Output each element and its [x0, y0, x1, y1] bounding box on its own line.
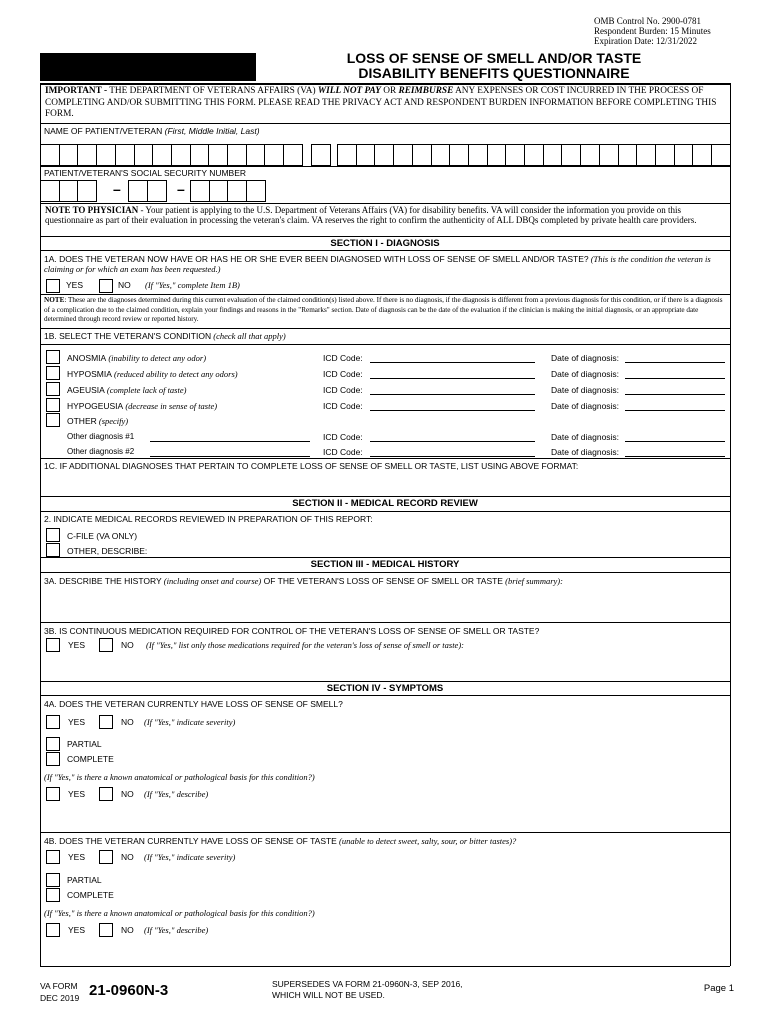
date-input-o1[interactable] — [625, 441, 725, 442]
name-cell[interactable] — [580, 144, 599, 166]
q4b-no-label: NO — [121, 852, 134, 862]
s1-note: NOTE: These are the diagnoses determined during this current evaluation of the claimed condition(s) listed above. If there is no diagnosis, if the diagnosis is different from a previous diagnosis for this condition, or if there is a diagnosis of a complication due to the claimed condition, explain your findings and reasons in the "Remarks" section. Date of diagnosis can be the date of the evaluation if the clinician is making the initial diagnosis, or an appropriate date determined through record review or reported history. — [44, 296, 723, 323]
date-label-o1: Date of diagnosis: — [551, 432, 620, 442]
name-cell[interactable] — [190, 144, 209, 166]
important-or: OR — [380, 86, 399, 96]
rule — [40, 203, 730, 204]
ssn-dash-1: – — [113, 181, 121, 197]
redacted-block — [40, 53, 256, 81]
note-physician-label: NOTE TO PHYSICIAN — [45, 205, 139, 215]
ssn-cell[interactable] — [190, 180, 209, 202]
name-cell[interactable] — [524, 144, 543, 166]
ssn-cell[interactable] — [59, 180, 78, 202]
section-4-header: SECTION IV - SYMPTOMS — [326, 683, 444, 694]
name-cell[interactable] — [468, 144, 487, 166]
name-cell[interactable] — [599, 144, 618, 166]
other-checkbox[interactable] — [46, 413, 60, 427]
q3b-no-checkbox[interactable] — [99, 638, 113, 652]
name-cell[interactable] — [543, 144, 562, 166]
name-cell[interactable] — [431, 144, 450, 166]
name-cell[interactable] — [674, 144, 693, 166]
name-cell[interactable] — [337, 144, 356, 166]
q4a-no-checkbox[interactable] — [99, 715, 113, 729]
date-label: Date of diagnosis: — [551, 353, 620, 363]
rule — [40, 496, 730, 497]
q4b-complete-label: COMPLETE — [67, 890, 114, 900]
rule — [40, 123, 730, 124]
q4a-yes-checkbox[interactable] — [46, 715, 60, 729]
rule — [40, 328, 730, 329]
icd-label: ICD Code: — [323, 385, 363, 395]
name-cell[interactable] — [77, 144, 96, 166]
name-cell[interactable] — [374, 144, 393, 166]
other-diagnosis-1-input[interactable] — [150, 441, 310, 442]
q3b: 3B. IS CONTINUOUS MEDICATION REQUIRED FOR CONTROL OF THE VETERAN'S LOSS OF SENSE OF SMELL OR TASTE? — [44, 626, 540, 636]
condition-label: ANOSMIA (inability to detect any odor) — [67, 353, 207, 363]
name-cell[interactable] — [264, 144, 283, 166]
q4a-basis-no-label: NO — [121, 789, 134, 799]
q4a-partial-label: PARTIAL — [67, 739, 102, 749]
icd-label: ICD Code: — [323, 353, 363, 363]
other-diagnosis-2-label: Other diagnosis #2 — [67, 447, 135, 456]
q4b-yes-checkbox[interactable] — [46, 850, 60, 864]
important-notice — [45, 86, 727, 121]
name-cell[interactable] — [227, 144, 246, 166]
icd-label: ICD Code: — [323, 369, 363, 379]
q4b-complete-checkbox[interactable] — [46, 888, 60, 902]
q1a-yes-checkbox[interactable] — [46, 279, 60, 293]
q3a-input[interactable] — [41, 588, 729, 620]
condition-checkbox[interactable] — [46, 350, 60, 364]
other-records-label: OTHER, DESCRIBE: — [67, 546, 148, 556]
q4a-basis: (If "Yes," is there a known anatomical or pathological basis for this condition?) — [44, 772, 315, 782]
name-cell[interactable] — [115, 144, 134, 166]
other-records-checkbox[interactable] — [46, 543, 60, 557]
rule — [40, 832, 730, 833]
rule — [40, 294, 730, 295]
name-cell[interactable] — [505, 144, 524, 166]
ssn-cell[interactable] — [128, 180, 147, 202]
omb-control: OMB Control No. 2900-0781 — [594, 16, 702, 26]
q4b-describe-hint: (If "Yes," describe) — [144, 925, 209, 935]
note-to-physician — [45, 205, 727, 225]
icd-input-o2[interactable] — [370, 456, 535, 457]
q1b: 1B. SELECT THE VETERAN'S CONDITION (check all that apply) — [44, 331, 286, 341]
omb-expiration: Expiration Date: 12/31/2022 — [594, 36, 697, 46]
icd-input[interactable] — [370, 378, 535, 379]
rule — [40, 458, 730, 459]
title-line2: DISABILITY BENEFITS QUESTIONNAIRE — [358, 65, 630, 81]
icd-input-o1[interactable] — [370, 441, 535, 442]
q3b-yes-label: YES — [68, 640, 86, 650]
name-cell[interactable] — [618, 144, 637, 166]
rule — [40, 83, 730, 85]
rule — [40, 344, 730, 345]
q1a-no-label: NO — [118, 280, 131, 290]
q2: 2. INDICATE MEDICAL RECORDS REVIEWED IN PREPARATION OF THIS REPORT: — [44, 514, 373, 524]
q3b-hint: (If "Yes," list only those medications required for the veteran's loss of sense of smell or taste): — [146, 640, 464, 650]
name-cell[interactable] — [246, 144, 265, 166]
footer-form-number: 21-0960N-3 — [89, 982, 169, 999]
important-text-2: ANY EXPENSES OR COST INCURRED IN THE PROCESS OF COMPLETING AND/OR SUBMITTING THIS FORM. PLEASE READ THE PRIVACY ACT AND RESPONDENT BURDEN INFORMATION BEFORE COMPLETING THIS FORM. — [45, 86, 717, 119]
date-input-o2[interactable] — [625, 456, 725, 457]
q1c: 1C. IF ADDITIONAL DIAGNOSES THAT PERTAIN TO COMPLETE LOSS OF SENSE OF SMELL OR TASTE, LIST USING ABOVE FORMAT: — [44, 461, 579, 471]
q1a: 1A. DOES THE VETERAN NOW HAVE OR HAS HE OR SHE EVER BEEN DIAGNOSED WITH LOSS OF SENSE OF SMELL AND/OR TASTE? (This is the condition the veteran is claiming or for which an exam has been requested.) — [44, 254, 711, 274]
q4a-describe-hint: (If "Yes," describe) — [144, 789, 209, 799]
q4b-basis-no-label: NO — [121, 925, 134, 935]
q3b-yes-checkbox[interactable] — [46, 638, 60, 652]
rule — [40, 681, 730, 682]
important-text: THE DEPARTMENT OF VETERANS AFFAIRS (VA) — [107, 86, 318, 96]
name-cell[interactable] — [208, 144, 227, 166]
name-cell[interactable] — [59, 144, 78, 166]
q4a-basis-yes-label: YES — [68, 789, 86, 799]
cfile-label: C-FILE (VA ONLY) — [67, 531, 138, 541]
q4b-basis-yes-checkbox[interactable] — [46, 923, 60, 937]
rule — [40, 557, 730, 558]
q4a: 4A. DOES THE VETERAN CURRENTLY HAVE LOSS OF SENSE OF SMELL? — [44, 699, 343, 709]
section-2-header: SECTION II - MEDICAL RECORD REVIEW — [292, 498, 478, 509]
rule — [40, 572, 730, 573]
icd-input[interactable] — [370, 394, 535, 395]
date-label-o2: Date of diagnosis: — [551, 447, 620, 457]
other-diagnosis-1-label: Other diagnosis #1 — [67, 432, 135, 441]
q1a-no-checkbox[interactable] — [99, 279, 113, 293]
q4a-complete-checkbox[interactable] — [46, 752, 60, 766]
q3a: 3A. DESCRIBE THE HISTORY (including onset and course) OF THE VETERAN'S LOSS OF SENSE OF SMELL OR TASTE (brief summary): — [44, 576, 563, 586]
q4b-partial-checkbox[interactable] — [46, 873, 60, 887]
q4a-basis-no-checkbox[interactable] — [99, 787, 113, 801]
condition-label: HYPOGEUSIA (decrease in sense of taste) — [67, 401, 218, 411]
icd-label-o2: ICD Code: — [323, 447, 363, 457]
rule — [40, 511, 730, 512]
cfile-checkbox[interactable] — [46, 528, 60, 542]
q4b: 4B. DOES THE VETERAN CURRENTLY HAVE LOSS OF SENSE OF TASTE (unable to detect sweet, salty, sour, or bitter tastes)? — [44, 836, 517, 846]
q4b-basis: (If "Yes," is there a known anatomical or pathological basis for this condition?) — [44, 908, 315, 918]
q4b-basis-no-checkbox[interactable] — [99, 923, 113, 937]
name-cell[interactable] — [356, 144, 375, 166]
ssn-dash-2: – — [177, 181, 185, 197]
q4a-hint: (If "Yes," indicate severity) — [144, 717, 236, 727]
name-cell[interactable] — [636, 144, 655, 166]
date-input[interactable] — [625, 362, 725, 363]
q3b-no-label: NO — [121, 640, 134, 650]
q1a-yes-label: YES — [66, 280, 84, 290]
other-label: OTHER (specify) — [67, 416, 129, 426]
name-cell[interactable] — [711, 144, 731, 166]
q4a-yes-label: YES — [68, 717, 86, 727]
rule — [40, 250, 730, 251]
name-cell[interactable] — [561, 144, 580, 166]
q1c-input[interactable] — [41, 472, 729, 494]
other-diagnosis-2-input[interactable] — [150, 456, 310, 457]
icd-input[interactable] — [370, 410, 535, 411]
q4b-basis-yes-label: YES — [68, 925, 86, 935]
name-label: NAME OF PATIENT/VETERAN (First, Middle Initial, Last) — [44, 126, 260, 136]
q4b-partial-label: PARTIAL — [67, 875, 102, 885]
rule — [730, 83, 731, 966]
q4a-no-label: NO — [121, 717, 134, 727]
note-physician-text: - Your patient is applying to the U.S. Department of Veterans Affairs (VA) for disability benefits. VA will consider the information you provide on this questionnaire as part of their evaluation in processing the veteran's claim. VA reserves the right to confirm the authenticity of ALL DBQs completed by private health care providers. — [45, 205, 697, 225]
reimburse: REIMBURSE — [398, 86, 454, 96]
ssn-cell[interactable] — [209, 180, 228, 202]
omb-block — [594, 16, 711, 46]
footer-page: Page 1 — [703, 983, 734, 994]
rule — [40, 966, 730, 967]
name-cell[interactable] — [40, 144, 59, 166]
condition-checkbox[interactable] — [46, 398, 60, 412]
condition-label: HYPOSMIA (reduced ability to detect any odors) — [67, 369, 238, 379]
name-cell[interactable] — [487, 144, 506, 166]
condition-checkbox[interactable] — [46, 382, 60, 396]
name-cell[interactable] — [283, 144, 303, 166]
rule — [40, 236, 730, 237]
section-3-header: SECTION III - MEDICAL HISTORY — [310, 559, 460, 570]
name-cell[interactable] — [152, 144, 171, 166]
section-1-header: SECTION I - DIAGNOSIS — [330, 238, 440, 249]
icd-input[interactable] — [370, 362, 535, 363]
condition-label: AGEUSIA (complete lack of taste) — [67, 385, 187, 395]
date-label: Date of diagnosis: — [551, 385, 620, 395]
name-cell[interactable] — [393, 144, 412, 166]
important-label: IMPORTANT - — [45, 86, 108, 96]
name-cell[interactable] — [96, 144, 115, 166]
form-title — [258, 51, 730, 81]
footer-va-form: VA FORM — [40, 981, 78, 991]
icd-label-o1: ICD Code: — [323, 432, 363, 442]
ssn-cell[interactable] — [147, 180, 167, 202]
ssn-label: PATIENT/VETERAN'S SOCIAL SECURITY NUMBER — [44, 168, 247, 178]
icd-label: ICD Code: — [323, 401, 363, 411]
q1a-hint: (If "Yes," complete Item 1B) — [145, 280, 240, 290]
omb-burden: Respondent Burden: 15 Minutes — [594, 26, 711, 36]
q4b-no-checkbox[interactable] — [99, 850, 113, 864]
footer-date: DEC 2019 — [40, 993, 80, 1003]
q4b-hint: (If "Yes," indicate severity) — [144, 852, 236, 862]
title-line1: LOSS OF SENSE OF SMELL AND/OR TASTE — [346, 50, 642, 66]
condition-checkbox[interactable] — [46, 366, 60, 380]
name-cell[interactable] — [655, 144, 674, 166]
q4a-basis-yes-checkbox[interactable] — [46, 787, 60, 801]
q4a-complete-label: COMPLETE — [67, 754, 114, 764]
rule — [40, 166, 730, 167]
name-cell[interactable] — [412, 144, 431, 166]
ssn-cell[interactable] — [227, 180, 246, 202]
name-cell[interactable] — [171, 144, 190, 166]
date-input[interactable] — [625, 378, 725, 379]
name-cell[interactable] — [134, 144, 153, 166]
rule — [40, 622, 730, 623]
q4b-yes-label: YES — [68, 852, 86, 862]
will-not-pay: WILL NOT PAY — [317, 86, 381, 96]
ssn-cell[interactable] — [246, 180, 266, 202]
ssn-cell[interactable] — [77, 180, 97, 202]
date-input[interactable] — [625, 394, 725, 395]
name-cell[interactable] — [449, 144, 468, 166]
date-input[interactable] — [625, 410, 725, 411]
name-cell[interactable] — [311, 144, 331, 166]
date-label: Date of diagnosis: — [551, 401, 620, 411]
ssn-cell[interactable] — [40, 180, 59, 202]
date-label: Date of diagnosis: — [551, 369, 620, 379]
rule — [40, 695, 730, 696]
name-cell[interactable] — [692, 144, 711, 166]
footer-supersedes: SUPERSEDES VA FORM 21-0960N-3, SEP 2016, WHICH WILL NOT BE USED. — [272, 979, 463, 1000]
q4a-partial-checkbox[interactable] — [46, 737, 60, 751]
rule — [40, 83, 41, 966]
